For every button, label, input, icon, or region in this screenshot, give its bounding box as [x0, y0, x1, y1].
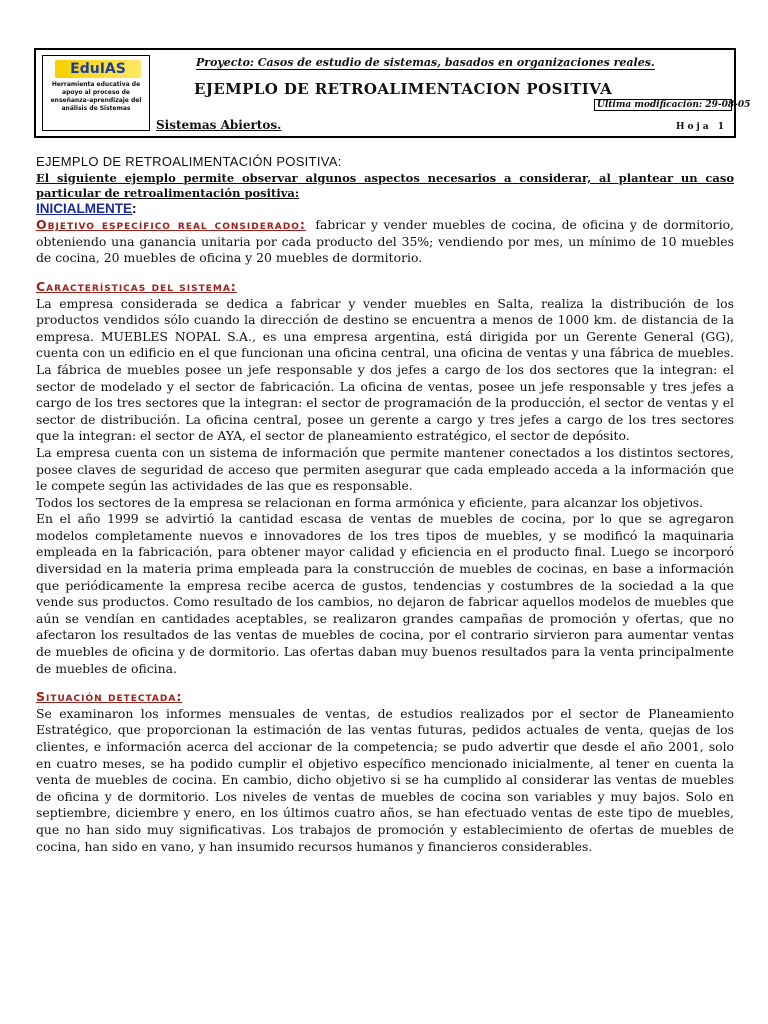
last-modified-box: Ultima modificación: 29-08-05 — [594, 99, 732, 111]
caracteristicas-paragraph-1: La empresa considerada se dedica a fabricar y vender muebles en Salta, realiza la distribución de los productos vendidos sólo cuando la dirección de destino se encuentra a menos de 1000 km. de distancia de la empresa. MUEBLES NOPAL S.A., es una empresa argentina, está dirigida por un Gerente General (GG), cuenta con un edificio en el que funcionan una oficina central, una oficina de ventas y una fábrica de muebles. La fábrica de muebles posee un jefe responsable y dos jefes a cargo de los dos sectores que la integran: el sector de modelado y el sector de fabricación. La oficina de ventas, posee un jefe responsable y tres jefes a cargo de los tres sectores que la integran: el sector de programación de la producción, el sector de ventas y el sector de distribución. La oficina central, posee un gerente a cargo y tres jefes a cargo de los tres sectores que la integran: el sector de AYA, el sector de planeamiento estratégico, el sector de depósito. — [36, 295, 734, 444]
inicialmente-label: INICIALMENTE — [36, 200, 132, 216]
objetivo-text: fabricar y vender muebles de cocina, de oficina y de dormitorio, obteniendo una ganancia unitaria por cada producto del 35%; vendiendo por mes, un mínimo de 10 muebles de cocina, 20 muebles de oficina y 20 muebles de dormitorio. — [36, 217, 734, 266]
project-line: Proyecto: Casos de estudio de sistemas, basados en organizaciones reales. — [196, 56, 655, 69]
intro-paragraph: El siguiente ejemplo permite observar algunos aspectos necesarios a considerar, al plantear un caso particular de retroalimentación positiva: — [36, 170, 734, 200]
situacion-section — [36, 689, 734, 855]
caracteristicas-paragraph-3: Todos los sectores de la empresa se relacionan en forma armónica y eficiente, para alcanzar los objetivos. — [36, 494, 704, 510]
situacion-paragraph: Se examinaron los informes mensuales de ventas, de estudios realizados por el sector de Planeamiento Estratégico, que proporcionan la estimación de las ventas futuras, pedidos actuales de venta, quejas de los clientes, e información acerca del accionar de la competencia; se pudo advertir que desde el año 2001, solo en cuatro meses, se ha podido cumplir el objetivo específico mencionado inicialmente, al tener en cuenta la venta de muebles de cocina. En cambio, dicho objetivo si se ha cumplido al considerar las ventas de muebles de oficina y de dormitorio. Los niveles de ventas de muebles de cocina son variables y muy bajos. Solo en septiembre, diciembre y enero, en los últimos cuatro años, se han efectuado ventas de este tipo de muebles, que no han sido muy significativas. Los trabajos de promoción y establecimiento de ofertas de muebles de cocina, han sido en vano, y han insumido recursos humanos y financieros considerables. — [36, 705, 734, 854]
objetivo-heading: Objetivo específico real considerado: — [36, 217, 306, 233]
main-heading: EJEMPLO DE RETROALIMENTACIÓN POSITIVA: — [36, 154, 342, 169]
sheet-number: Hoja 1 — [676, 122, 727, 132]
document-header — [34, 48, 751, 138]
logo-caption: Herramienta educativa de apoyo al proceso de enseñanza-aprendizaje del análisis de Sistemas — [50, 81, 142, 112]
document-title: EJEMPLO DE RETROALIMENTACION POSITIVA — [194, 80, 613, 98]
document-subtitle: Sistemas Abiertos. — [156, 118, 282, 132]
objetivo-paragraph — [36, 217, 734, 267]
caracteristicas-paragraph-2: La empresa cuenta con un sistema de información que permite mantener conectados a los distintos sectores, posee claves de seguridad de acceso que permiten asegurar que cada empleado acceda a la información que le compete según las actividades de las que es responsable. — [36, 444, 734, 494]
inicialmente-heading — [36, 201, 734, 218]
eduias-logo — [42, 55, 150, 131]
document-body — [36, 154, 734, 855]
caracteristicas-heading: Características del sistema: — [36, 278, 237, 294]
caracteristicas-paragraph-4: En el año 1999 se advirtió la cantidad escasa de ventas de muebles de cocina, por lo que se agregaron modelos completamente nuevos e innovadores de los tres tipos de muebles, y se modificó la maquinaria empleada en la fabricación, para obtener mayor calidad y eficiencia en el producto final. Luego se incorporó diversidad en la materia prima empleada para la construcción de muebles de cocinas, en base a información que periódicamente la empresa recibe acerca de gustos, tendencias y costumbres de la sociedad a la que vende sus productos. Como resultado de los cambios, no dejaron de fabricar aquellos modelos de muebles que aún se vendían en cantidades aceptables, se realizaron grandes campañas de promoción y ofertas, que no afectaron los resultados de las ventas de muebles de cocina, por el contrario sirvieron para aumentar ventas de muebles de oficina y de dormitorio. Las ofertas daban muy buenos resultados para la venta principalmente de muebles de oficina. — [36, 511, 734, 676]
inicialmente-colon: : — [132, 200, 137, 216]
situacion-heading: Situación detectada: — [36, 689, 183, 705]
caracteristicas-section — [36, 279, 734, 677]
logo-wordmark: EduIAS — [55, 60, 141, 78]
